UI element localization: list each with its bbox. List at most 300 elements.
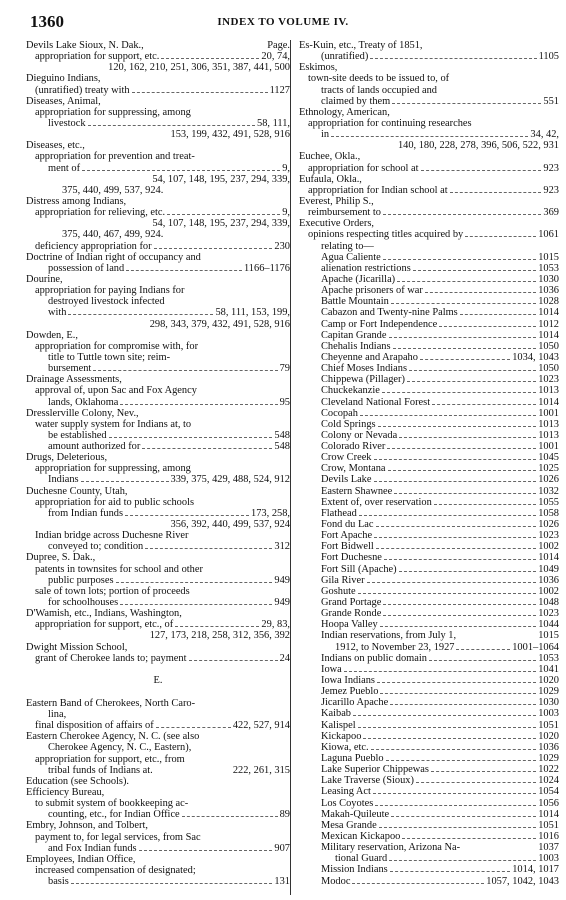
index-subentry xyxy=(299,96,559,107)
index-subentry xyxy=(299,330,559,341)
dot-leader xyxy=(378,426,537,427)
entry-text: Apache prisoners of war xyxy=(321,285,423,297)
dot-leader xyxy=(421,170,542,171)
dot-leader xyxy=(450,192,542,193)
page-reference: 1014 xyxy=(538,329,559,341)
entry-text: in xyxy=(321,129,330,141)
entry-text: appropriation for support, etc. xyxy=(35,51,160,63)
entry-text: tracts of lands occupied and xyxy=(321,84,437,96)
running-title: INDEX TO VOLUME IV. xyxy=(217,16,349,28)
page-reference: 140, 180, 228, 278, 396, 506, 522, 931 xyxy=(397,140,559,152)
index-subentry xyxy=(299,419,559,430)
page-reference: 153, 199, 432, 491, 528, 916 xyxy=(170,129,290,141)
entry-text: Indians on public domain xyxy=(321,652,427,664)
index-subentry xyxy=(299,497,559,508)
page-reference: 1001 xyxy=(538,441,559,453)
index-subentry xyxy=(26,564,290,575)
dot-leader xyxy=(145,548,272,549)
index-subentry xyxy=(26,229,290,240)
index-subentry xyxy=(299,363,559,374)
entry-text: Jicarillo Apache xyxy=(321,697,389,709)
entry-text: Grand Portage xyxy=(321,597,382,609)
dot-leader xyxy=(344,671,536,672)
entry-text: deficiency appropriation for xyxy=(35,240,152,252)
entry-text: (unratified) treaty with xyxy=(35,84,130,96)
index-entry xyxy=(26,854,290,865)
entry-text: Distress among Indians, xyxy=(26,195,127,207)
entry-text: Drugs, Deleterious, xyxy=(26,452,108,464)
index-subentry xyxy=(26,385,290,396)
page-reference: 1014 xyxy=(538,307,559,319)
entry-text: counting, etc., for Indian Office xyxy=(48,809,180,821)
entry-text: water supply system for Indians at, to xyxy=(35,418,192,430)
entry-text: Chuckekanzie xyxy=(321,385,380,397)
dot-leader xyxy=(399,437,536,438)
entry-text: appropriation for relieving, etc. xyxy=(35,207,166,219)
dot-leader xyxy=(189,660,278,661)
index-entry xyxy=(26,486,290,497)
entry-text: Dresslerville Colony, Nev., xyxy=(26,407,139,419)
page-reference: 1014 xyxy=(538,808,559,820)
index-subentry xyxy=(299,720,559,731)
entry-text: payment to, for legal services, from Sac xyxy=(35,831,201,843)
index-subentry xyxy=(299,274,559,285)
index-subentry xyxy=(299,564,559,575)
page-reference: 1001–1064 xyxy=(512,641,559,653)
page-reference: 1036 xyxy=(538,741,559,753)
entry-text: Fond du Lac xyxy=(321,519,374,531)
index-subentry xyxy=(299,731,559,742)
dot-leader xyxy=(88,125,255,126)
dot-leader xyxy=(71,883,273,884)
index-subentry xyxy=(26,363,290,374)
dot-leader xyxy=(388,470,537,471)
page-reference: 1001 xyxy=(538,407,559,419)
index-entry xyxy=(26,40,290,51)
index-subentry xyxy=(299,809,559,820)
dot-leader xyxy=(409,370,536,371)
index-entry xyxy=(299,151,559,162)
index-subentry xyxy=(26,319,290,330)
dot-leader xyxy=(132,92,268,93)
index-subentry xyxy=(26,296,290,307)
page-reference: 339, 375, 429, 488, 524, 912 xyxy=(170,474,290,486)
entry-text: Flathead xyxy=(321,507,357,519)
dot-leader xyxy=(383,615,536,616)
entry-text: Indian bridge across Duchesne River xyxy=(35,530,189,542)
entry-text: Hoopa Valley xyxy=(321,619,378,631)
index-subentry xyxy=(299,775,559,786)
page-reference: 1014 xyxy=(538,396,559,408)
index-subentry xyxy=(299,597,559,608)
entry-text: grant of Cherokee lands to; payment xyxy=(35,652,187,664)
index-entry xyxy=(299,40,559,51)
entry-text: Ethnology, American, xyxy=(299,106,390,118)
index-subentry xyxy=(299,397,559,408)
dot-leader xyxy=(139,850,273,851)
index-subentry xyxy=(299,241,559,252)
section-letter: E. xyxy=(153,674,163,686)
entry-text: Cheyenne and Arapaho xyxy=(321,351,418,363)
dot-leader xyxy=(68,314,213,315)
index-subentry xyxy=(299,708,559,719)
entry-text: livestock xyxy=(48,117,86,129)
page-reference: 1015 xyxy=(538,630,559,642)
entry-text: 375, 440, 499, 537, 924. xyxy=(62,184,164,196)
page-reference: 1029 xyxy=(538,686,559,698)
index-subentry xyxy=(299,820,559,831)
entry-text: appropriation for suppressing, among xyxy=(35,463,191,475)
index-entry xyxy=(26,196,290,207)
page-reference: 1002 xyxy=(538,541,559,553)
index-subentry xyxy=(299,764,559,775)
index-subentry xyxy=(299,319,559,330)
entry-text: Colony or Nevada xyxy=(321,429,398,441)
index-subentry xyxy=(299,786,559,797)
page-reference: 1015 xyxy=(538,251,559,263)
page-reference: 1049 xyxy=(538,563,559,575)
index-subentry xyxy=(299,163,559,174)
entry-text: Laguna Pueblo xyxy=(321,753,384,764)
index-entry xyxy=(26,820,290,831)
index-subentry xyxy=(299,575,559,586)
page-reference: 131 xyxy=(274,876,290,888)
dot-leader xyxy=(358,727,537,728)
index-subentry xyxy=(299,285,559,296)
entry-text: claimed by them xyxy=(321,95,391,107)
dot-leader xyxy=(413,270,536,271)
entry-text: Eastern Shawnee xyxy=(321,485,393,497)
dot-leader xyxy=(399,571,537,572)
index-subentry xyxy=(299,207,559,218)
index-subentry xyxy=(26,62,290,73)
entry-text: final disposition of affairs of xyxy=(35,720,154,732)
index-subentry xyxy=(26,519,290,530)
dot-leader xyxy=(384,559,536,560)
entry-text: Dourine, xyxy=(26,273,63,285)
index-subentry xyxy=(26,742,290,753)
index-entry xyxy=(299,218,559,229)
index-entry xyxy=(26,140,290,151)
dot-leader xyxy=(120,404,277,405)
entry-text: appropriation for prevention and treat- xyxy=(35,151,195,163)
entry-text: appropriation for Indian school at xyxy=(308,184,448,196)
dot-leader xyxy=(142,448,272,449)
page-reference: 1045 xyxy=(538,452,559,464)
entry-text: Kiowa, etc. xyxy=(321,741,369,753)
dot-leader xyxy=(391,303,536,304)
page-reference: 9, xyxy=(282,207,290,219)
entry-text: Colorado River xyxy=(321,441,386,453)
page-reference: 907 xyxy=(274,842,290,854)
entry-text: Dieguino Indians, xyxy=(26,73,101,85)
entry-text: bursement xyxy=(48,363,92,375)
index-subentry xyxy=(26,619,290,630)
index-subentry xyxy=(26,876,290,887)
page-reference: 1012 xyxy=(538,318,559,330)
dot-leader xyxy=(390,871,511,872)
index-subentry xyxy=(26,218,290,229)
index-subentry xyxy=(299,430,559,441)
page-reference: 222, 261, 315 xyxy=(232,764,290,776)
page-reference: 1023 xyxy=(538,608,559,620)
entry-text: Iowa Indians xyxy=(321,675,375,687)
index-subentry xyxy=(299,586,559,597)
index-entry xyxy=(26,552,290,563)
entry-text: patents in townsites for school and other xyxy=(35,563,203,575)
entry-text: Eskimos, xyxy=(299,62,338,74)
dot-leader xyxy=(420,359,510,360)
entry-text: 375, 440, 467, 499, 924. xyxy=(62,229,164,241)
page-reference: 1029 xyxy=(538,753,559,764)
dot-leader xyxy=(379,827,537,828)
index-subentry xyxy=(26,809,290,820)
entry-text: Goshute xyxy=(321,585,356,597)
index-subentry xyxy=(299,697,559,708)
page-reference: 551 xyxy=(543,95,559,107)
index-subentry xyxy=(299,798,559,809)
page-reference: 1051 xyxy=(538,719,559,731)
page-reference: 1037 xyxy=(538,842,559,854)
page-reference: 1014 xyxy=(538,552,559,564)
entry-text: amount authorized for xyxy=(48,441,141,453)
dot-leader xyxy=(93,370,277,371)
index-subentry xyxy=(26,541,290,552)
dot-leader xyxy=(167,214,280,215)
page-reference: 230 xyxy=(274,240,290,252)
entry-text: Diseases, Animal, xyxy=(26,95,101,107)
index-entry xyxy=(299,62,559,73)
page-reference: 58, 111, xyxy=(257,117,290,129)
page-reference: Page. xyxy=(267,40,290,51)
page-reference: 1127 xyxy=(269,84,290,96)
index-subentry xyxy=(299,642,559,653)
dot-leader xyxy=(126,270,242,271)
entry-text: Apache (Jicarilla) xyxy=(321,273,396,285)
entry-text: Education (see Schools). xyxy=(26,775,130,787)
index-subentry xyxy=(26,174,290,185)
dot-leader xyxy=(389,337,537,338)
index-subentry xyxy=(299,876,559,887)
dot-leader xyxy=(352,883,484,884)
page-reference: 1105 xyxy=(538,51,559,63)
page-reference: 949 xyxy=(274,597,290,609)
line-spacer xyxy=(26,664,290,673)
page-reference: 1030 xyxy=(538,273,559,285)
index-subentry xyxy=(26,575,290,586)
entry-text: with xyxy=(48,307,67,319)
dot-leader xyxy=(431,771,536,772)
dot-leader xyxy=(456,649,510,650)
page-reference: 312 xyxy=(274,541,290,553)
index-subentry xyxy=(26,207,290,218)
entry-text: Eufaula, Okla., xyxy=(299,173,362,185)
entry-text: 1912, to November 23, 1927 xyxy=(335,641,455,653)
index-subentry xyxy=(299,73,559,84)
page-reference: 949 xyxy=(274,574,290,586)
line-spacer xyxy=(26,689,290,698)
index-subentry xyxy=(26,474,290,485)
entry-text: Dwight Mission School, xyxy=(26,641,128,653)
index-subentry xyxy=(26,397,290,408)
dot-leader xyxy=(389,860,536,861)
page-reference: 356, 392, 440, 499, 537, 924 xyxy=(170,519,290,531)
index-subentry xyxy=(26,630,290,641)
entry-text: tional Guard xyxy=(335,853,388,865)
dot-leader xyxy=(432,404,536,405)
page-reference: 79 xyxy=(279,363,290,375)
entry-text: Makah-Quileute xyxy=(321,808,390,820)
page-reference: 127, 173, 218, 258, 312, 356, 392 xyxy=(149,630,290,642)
entry-text: Employees, Indian Office, xyxy=(26,853,136,865)
index-subentry xyxy=(299,463,559,474)
entry-text: Gila River xyxy=(321,574,365,586)
page-reference: 1013 xyxy=(538,429,559,441)
dot-leader xyxy=(439,326,536,327)
entry-text: Dupree, S. Dak., xyxy=(26,552,96,564)
entry-text: Chief Moses Indians xyxy=(321,363,408,375)
index-subentry xyxy=(26,129,290,140)
index-subentry xyxy=(26,307,290,318)
entry-text: Leasing Act xyxy=(321,786,371,798)
page-reference: 1050 xyxy=(538,363,559,375)
entry-text: Eastern Cherokee Agency, N. C. (see also xyxy=(26,731,200,743)
dot-leader xyxy=(331,136,528,137)
entry-text: Cold Springs xyxy=(321,418,376,430)
entry-text: Camp or Fort Independence xyxy=(321,318,438,330)
entry-text: Everest, Philip S., xyxy=(299,195,374,207)
index-subentry xyxy=(26,263,290,274)
page-reference: 422, 527, 914 xyxy=(232,720,290,732)
entry-text: appropriation for paying Indians for xyxy=(35,285,185,297)
index-entry xyxy=(26,787,290,798)
dot-leader xyxy=(154,248,273,249)
entry-text: Euchee, Okla., xyxy=(299,151,361,163)
index-subentry xyxy=(299,519,559,530)
page-reference: 20, 74, xyxy=(261,51,290,63)
page-reference: 1055 xyxy=(538,496,559,508)
index-subentry xyxy=(299,508,559,519)
index-subentry xyxy=(26,419,290,430)
index-subentry xyxy=(26,832,290,843)
entry-text: Crow, Montana xyxy=(321,463,386,475)
page-reference: 1053 xyxy=(538,652,559,664)
page-reference: 548 xyxy=(274,429,290,441)
dot-leader xyxy=(382,392,536,393)
index-subentry xyxy=(299,664,559,675)
page-reference: 1044 xyxy=(538,619,559,631)
index-subentry xyxy=(26,508,290,519)
index-subentry xyxy=(26,352,290,363)
index-subentry xyxy=(26,430,290,441)
index-subentry xyxy=(26,107,290,118)
entry-text: destroyed livestock infected xyxy=(48,296,165,308)
dot-leader xyxy=(371,749,537,750)
entry-text: appropriation for aid to public schools xyxy=(35,496,195,508)
entry-text: town-site deeds to be issued to, of xyxy=(308,73,450,85)
entry-text: Extent of, over reservation xyxy=(321,496,432,508)
entry-text: Capitan Grande xyxy=(321,329,387,341)
page-reference: 1014, 1017 xyxy=(512,864,559,876)
entry-text: Doctrine of Indian right of occupancy and xyxy=(26,251,201,263)
index-subentry xyxy=(299,229,559,240)
page-reference: 34, 42, xyxy=(530,129,559,141)
entry-text: Kaibab xyxy=(321,708,352,720)
dot-leader xyxy=(109,437,273,438)
index-subentry xyxy=(26,163,290,174)
dot-leader xyxy=(367,582,537,583)
index-entry xyxy=(26,698,290,709)
entry-text: lands, Oklahoma xyxy=(48,396,119,408)
index-entry xyxy=(26,330,290,341)
entry-text: Embry, Johnson, and Tolbert, xyxy=(26,820,148,832)
entry-text: lina, xyxy=(48,709,67,721)
dot-leader xyxy=(434,504,536,505)
dot-leader xyxy=(81,481,169,482)
index-subentry xyxy=(26,285,290,296)
index-subentry xyxy=(26,463,290,474)
index-entry xyxy=(26,374,290,385)
page-reference: 1053 xyxy=(538,262,559,274)
entry-text: conveyed to; condition xyxy=(48,541,144,553)
index-subentry xyxy=(26,709,290,720)
page-reference: 548 xyxy=(274,441,290,453)
page-reference: 54, 107, 148, 195, 237, 294, 339, xyxy=(152,218,290,230)
dot-leader xyxy=(465,236,536,237)
dot-leader xyxy=(359,515,536,516)
entry-text: Indians xyxy=(48,474,79,486)
dot-leader xyxy=(377,682,536,683)
dot-leader xyxy=(373,793,536,794)
dot-leader xyxy=(383,214,541,215)
index-subentry xyxy=(299,408,559,419)
dot-leader xyxy=(392,103,541,104)
entry-text: Mexican Kickapoo xyxy=(321,830,401,842)
index-subentry xyxy=(26,85,290,96)
index-subentry xyxy=(26,843,290,854)
page-number: 1360 xyxy=(30,12,64,31)
page-reference: 1050 xyxy=(538,340,559,352)
entry-text: approval of, upon Sac and Fox Agency xyxy=(35,385,197,397)
index-subentry xyxy=(299,530,559,541)
index-subentry xyxy=(299,296,559,307)
entry-text: Crow Creek xyxy=(321,452,372,464)
index-subentry xyxy=(26,720,290,731)
entry-text: for schoolhouses xyxy=(48,597,119,609)
entry-text: be established xyxy=(48,429,107,441)
entry-text: Battle Mountain xyxy=(321,296,389,308)
dot-leader xyxy=(376,548,536,549)
entry-text: title to Tuttle town site; reim- xyxy=(48,351,171,363)
page-reference: 1013 xyxy=(538,418,559,430)
entry-text: Executive Orders, xyxy=(299,218,375,230)
index-subentry xyxy=(26,51,290,62)
entry-text: appropriation for support, etc., from xyxy=(35,753,185,765)
entry-text: D'Wamish, etc., Indians, Washington, xyxy=(26,608,182,620)
page-reference: 1016 xyxy=(538,830,559,842)
entry-text: Es-Kuin, etc., Treaty of 1851, xyxy=(299,40,423,51)
entry-text: Kalispel xyxy=(321,719,356,731)
page-reference: 54, 107, 148, 195, 237, 294, 339, xyxy=(152,173,290,185)
page-reference: 1028 xyxy=(538,296,559,308)
page-reference: 1020 xyxy=(538,730,559,742)
entry-text: Grande Ronde xyxy=(321,608,382,620)
entry-text: Kickapoo xyxy=(321,730,362,742)
page-reference: 1048 xyxy=(538,597,559,609)
column-divider xyxy=(290,40,291,895)
entry-text: Devils Lake Sioux, N. Dak., xyxy=(26,40,144,51)
entry-text: (unratified) xyxy=(321,51,369,63)
